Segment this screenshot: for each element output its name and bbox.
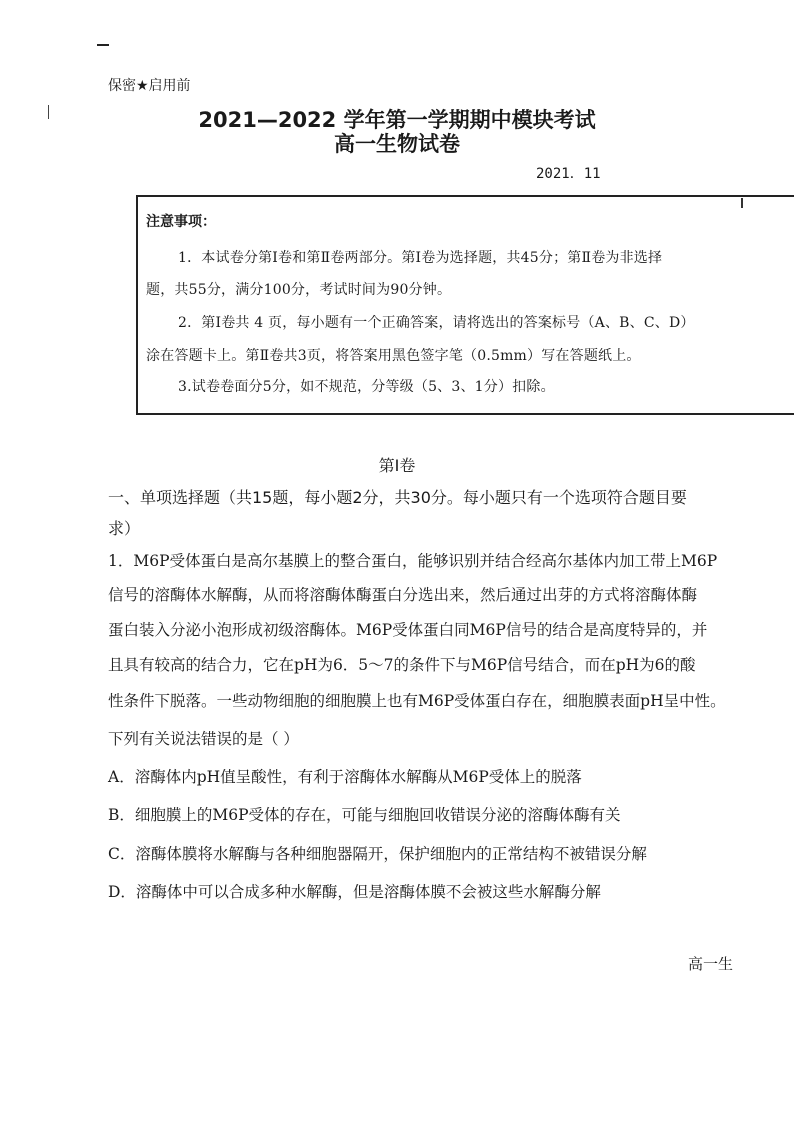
question-line: 信号的溶酶体水解酶，从而将溶酶体酶蛋白分选出来，然后通过出芽的方式将溶酶体酶 <box>108 586 698 604</box>
exam-date: 2021．11 <box>536 166 601 182</box>
notice-line: 3.试卷卷面分5分，如不规范，分等级（5、3、1分）扣除。 <box>178 379 555 395</box>
part-title: 第Ⅰ卷 <box>378 456 416 475</box>
question-line: 下列有关说法错误的是（ ） <box>108 730 299 748</box>
option-d: D．溶酶体中可以合成多种水解酶，但是溶酶体膜不会被这些水解酶分解 <box>108 883 601 901</box>
question-line: 蛋白装入分泌小泡形成初级溶酶体。M6P受体蛋白同M6P信号的结合是高度特异的，并 <box>108 621 708 639</box>
option-b: B．细胞膜上的M6P受体的存在，可能与细胞回收错误分泌的溶酶体酶有关 <box>108 806 621 824</box>
page-footer: 高一生 <box>688 955 734 973</box>
section-title: 一、单项选择题（共15题，每小题2分，共30分。每小题只有一个选项符合题目要 <box>108 488 687 507</box>
notice-heading: 注意事项： <box>146 214 216 230</box>
option-c: C．溶酶体膜将水解酶与各种细胞器隔开，保护细胞内的正常结构不被错误分解 <box>108 845 647 863</box>
exam-subtitle: 高一生物试卷 <box>334 132 460 156</box>
question-line: 1．M6P受体蛋白是高尔基膜上的整合蛋白，能够识别并结合经高尔基体内加工带上M6P <box>108 552 718 570</box>
notice-line: 涂在答题卡上。第Ⅱ卷共3页，将答案用黑色签字笔（0.5mm）写在答题纸上。 <box>146 348 641 364</box>
confidential-label: 保密★启用前 <box>108 78 191 94</box>
option-a: A．溶酶体内pH值呈酸性，有利于溶酶体水解酶从M6P受体上的脱落 <box>108 768 582 786</box>
section-title-cont: 求） <box>108 519 141 538</box>
scan-mark <box>741 198 743 208</box>
notice-line: 2．第Ⅰ卷共 4 页，每小题有一个正确答案，请将选出的答案标号（A、B、C、D） <box>178 315 695 331</box>
notice-line: 1．本试卷分第Ⅰ卷和第Ⅱ卷两部分。第Ⅰ卷为选择题，共45分；第Ⅱ卷为非选择 <box>178 250 663 266</box>
exam-title: 2021—2022 学年第一学期期中模块考试 <box>198 108 596 132</box>
question-line: 性条件下脱落。一些动物细胞的细胞膜上也有M6P受体蛋白存在，细胞膜表面pH呈中性。 <box>108 692 726 710</box>
question-line: 且具有较高的结合力，它在pH为6．5～7的条件下与M6P信号结合，而在pH为6的酸 <box>108 656 696 674</box>
notice-line: 题，共55分，满分100分，考试时间为90分钟。 <box>146 282 452 298</box>
scan-mark <box>97 44 109 46</box>
